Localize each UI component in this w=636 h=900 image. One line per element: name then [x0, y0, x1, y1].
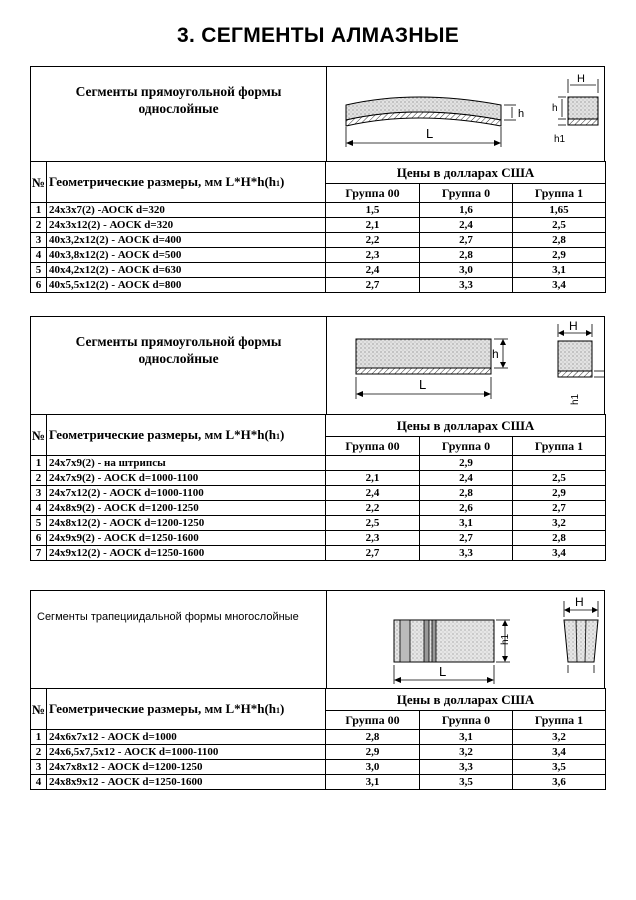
col-prices-header: Цены в долларах США [326, 415, 606, 437]
section-2-title-line1: Сегменты прямоугольной формы [75, 334, 282, 349]
group-1-header: Группа 1 [513, 437, 606, 456]
label-h1: h1 [500, 633, 511, 645]
table-row: 3 40х3,2х12(2) - АОСК d=400 2,2 2,7 2,8 [31, 233, 606, 248]
table-row: 6 40х5,5х12(2) - АОСК d=800 2,7 3,3 3,4 [31, 278, 606, 293]
table-row: 2 24х6,5х7,5х12 - АОСК d=1000-1100 2,9 3,2 3,4 [31, 745, 606, 760]
section-1-title-line1: Сегменты прямоугольной формы [75, 84, 282, 99]
price-table-1 [30, 161, 606, 293]
table-row: 3 24х7х8х12 - АОСК d=1200-1250 3,0 3,3 3,5 [31, 760, 606, 775]
label-L: L [419, 377, 427, 392]
section-1-title-line2: однослойные [138, 101, 219, 116]
col-dims-header: Геометрические размеры, мм L*H*h(h1) [47, 162, 326, 203]
table-row: 4 40х3,8х12(2) - АОСК d=500 2,3 2,8 2,9 [31, 248, 606, 263]
label-h: h [492, 347, 499, 361]
section-3-title: Сегменты трапециидальной формы многослойные [37, 611, 299, 623]
page-title: 3. СЕГМЕНТЫ АЛМАЗНЫЕ [176, 24, 459, 47]
col-dims-header: Геометрические размеры, мм L*H*h(h1) [47, 415, 326, 456]
price-table-3 [30, 688, 606, 790]
col-number-header: № [31, 162, 47, 203]
table-row: 4 24х8х9х12 - АОСК d=1250-1600 3,1 3,5 3,6 [31, 775, 606, 790]
group-0-header: Группа 0 [420, 184, 513, 203]
section-1-title [31, 83, 326, 117]
table-row: 5 40х4,2х12(2) - АОСК d=630 2,4 3,0 3,1 [31, 263, 606, 278]
section-2 [30, 316, 605, 559]
group-1-header: Группа 1 [513, 184, 606, 203]
label-h-side: h [552, 103, 558, 114]
group-0-header: Группа 0 [420, 711, 513, 730]
group-0-header: Группа 0 [420, 437, 513, 456]
label-h1: h1 [554, 134, 566, 145]
table-row: 1 24х6х7х12 - АОСК d=1000 2,8 3,1 3,2 [31, 730, 606, 745]
col-number-header: № [31, 689, 47, 730]
section-3 [30, 590, 605, 788]
group-00-header: Группа 00 [326, 437, 420, 456]
table-row: 7 24х9х12(2) - АОСК d=1250-1600 2,7 3,3 3,4 [31, 546, 606, 561]
section-2-header [30, 316, 605, 415]
label-h: h [518, 108, 525, 120]
label-L: L [439, 664, 447, 679]
col-number-header: № [31, 415, 47, 456]
group-00-header: Группа 00 [326, 711, 420, 730]
table-row: 2 24х3х12(2) - АОСК d=320 2,1 2,4 2,5 [31, 218, 606, 233]
section-1 [30, 66, 605, 291]
label-h1: h1 [570, 393, 581, 405]
price-table-2 [30, 414, 606, 561]
table-row: 6 24х9х9(2) - АОСК d=1250-1600 2,3 2,7 2,8 [31, 531, 606, 546]
section-2-title-line2: однослойные [138, 351, 219, 366]
trapezoid-segment-diagram [336, 593, 604, 686]
table-row: 4 24х8х9(2) - АОСК d=1200-1250 2,2 2,6 2,7 [31, 501, 606, 516]
table-row: 1 24х7х9(2) - на штрипсы 2,9 [31, 456, 606, 471]
section-3-header [30, 590, 605, 689]
col-prices-header: Цены в долларах США [326, 162, 606, 184]
rectangular-segment-diagram [336, 319, 604, 412]
table-row: 3 24х7х12(2) - АОСК d=1000-1100 2,4 2,8 2,9 [31, 486, 606, 501]
label-H: H [575, 595, 584, 609]
table-row: 2 24х7х9(2) - АОСК d=1000-1100 2,1 2,4 2,5 [31, 471, 606, 486]
label-L: L [426, 126, 434, 141]
group-1-header: Группа 1 [513, 711, 606, 730]
table-row: 5 24х8х12(2) - АОСК d=1200-1250 2,5 3,1 3,2 [31, 516, 606, 531]
col-dims-header: Геометрические размеры, мм L*H*h(h1) [47, 689, 326, 730]
group-00-header: Группа 00 [326, 184, 420, 203]
table-row: 1 24х3х7(2) -АОСК d=320 1,5 1,6 1,65 [31, 203, 606, 218]
section-2-title [31, 333, 326, 367]
section-1-header [30, 66, 605, 162]
curved-segment-diagram [336, 69, 604, 159]
col-prices-header: Цены в долларах США [326, 689, 606, 711]
label-H: H [577, 73, 585, 85]
label-H: H [569, 319, 578, 333]
